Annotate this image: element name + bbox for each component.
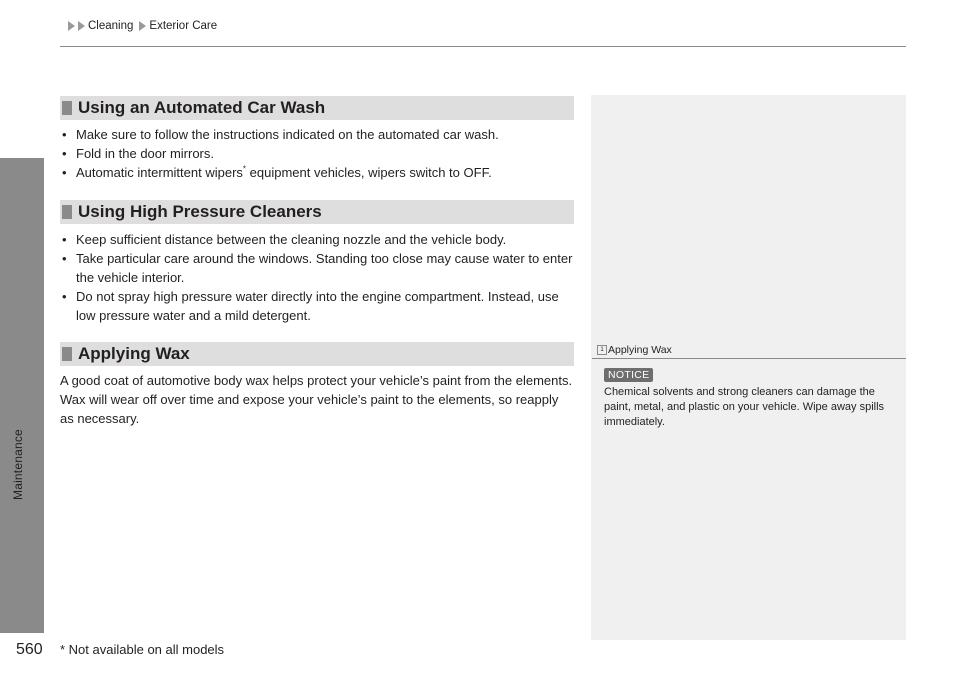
section-heading-applying-wax (60, 342, 574, 366)
section-square-icon (62, 205, 72, 219)
list-item: • Take particular care around the windows. Standing too close may cause water to enter the vehicle interior. (62, 249, 574, 287)
sidebar-note-heading (597, 344, 672, 356)
breadcrumb (68, 20, 221, 32)
breadcrumb-arrow-icon (78, 21, 85, 31)
section-square-icon (62, 347, 72, 361)
notice-text: Chemical solvents and strong cleaners can damage the paint, metal, and plastic on your vehicle. Wipe away spills immediately. (604, 386, 885, 428)
notice-badge: NOTICE (604, 368, 653, 382)
section-heading-high-pressure-cleaners (60, 200, 574, 224)
side-tab (0, 158, 44, 633)
section-square-icon (62, 101, 72, 115)
note-reference-icon: 1 (597, 345, 607, 355)
sidebar-note-divider (592, 358, 906, 359)
list-item: • Do not spray high pressure water directly into the engine compartment. Instead, use low pressure water and a mild detergent. (62, 287, 574, 325)
list-item-text: equipment vehicles, wipers switch to OFF. (246, 165, 492, 180)
breadcrumb-arrow-icon (139, 21, 146, 31)
side-tab-label: Maintenance (11, 429, 25, 500)
list-item: • Keep sufficient distance between the cleaning nozzle and the vehicle body. (62, 230, 574, 249)
section-heading-automated-car-wash (60, 96, 574, 120)
section-title: Applying Wax (78, 344, 190, 363)
page-number: 560 (16, 641, 43, 658)
list-item-text: Automatic intermittent wipers (76, 165, 243, 180)
list-item (62, 163, 574, 182)
footnote-marker[interactable]: * (242, 164, 247, 174)
section-title: Using High Pressure Cleaners (78, 202, 322, 221)
sidebar-note-title: Applying Wax (608, 344, 672, 356)
applying-wax-paragraph: A good coat of automotive body wax helps protect your vehicle’s paint from the elements. Wax will wear off over time and expose your vehicle’s paint to the elements, so reapply as necessary. (60, 373, 573, 426)
footnote: * Not available on all models (60, 642, 225, 657)
section-title: Using an Automated Car Wash (78, 98, 326, 117)
list-item: • Fold in the door mirrors. (62, 144, 574, 163)
high-pressure-bullet-list (62, 230, 574, 325)
breadcrumb-item-cleaning[interactable]: Cleaning (88, 20, 134, 32)
list-item: • Make sure to follow the instructions indicated on the automated car wash. (62, 125, 574, 144)
car-wash-bullet-list (62, 125, 574, 182)
breadcrumb-item-exterior-care[interactable]: Exterior Care (149, 20, 218, 32)
breadcrumb-arrow-icon (68, 21, 75, 31)
header-divider (60, 46, 906, 47)
